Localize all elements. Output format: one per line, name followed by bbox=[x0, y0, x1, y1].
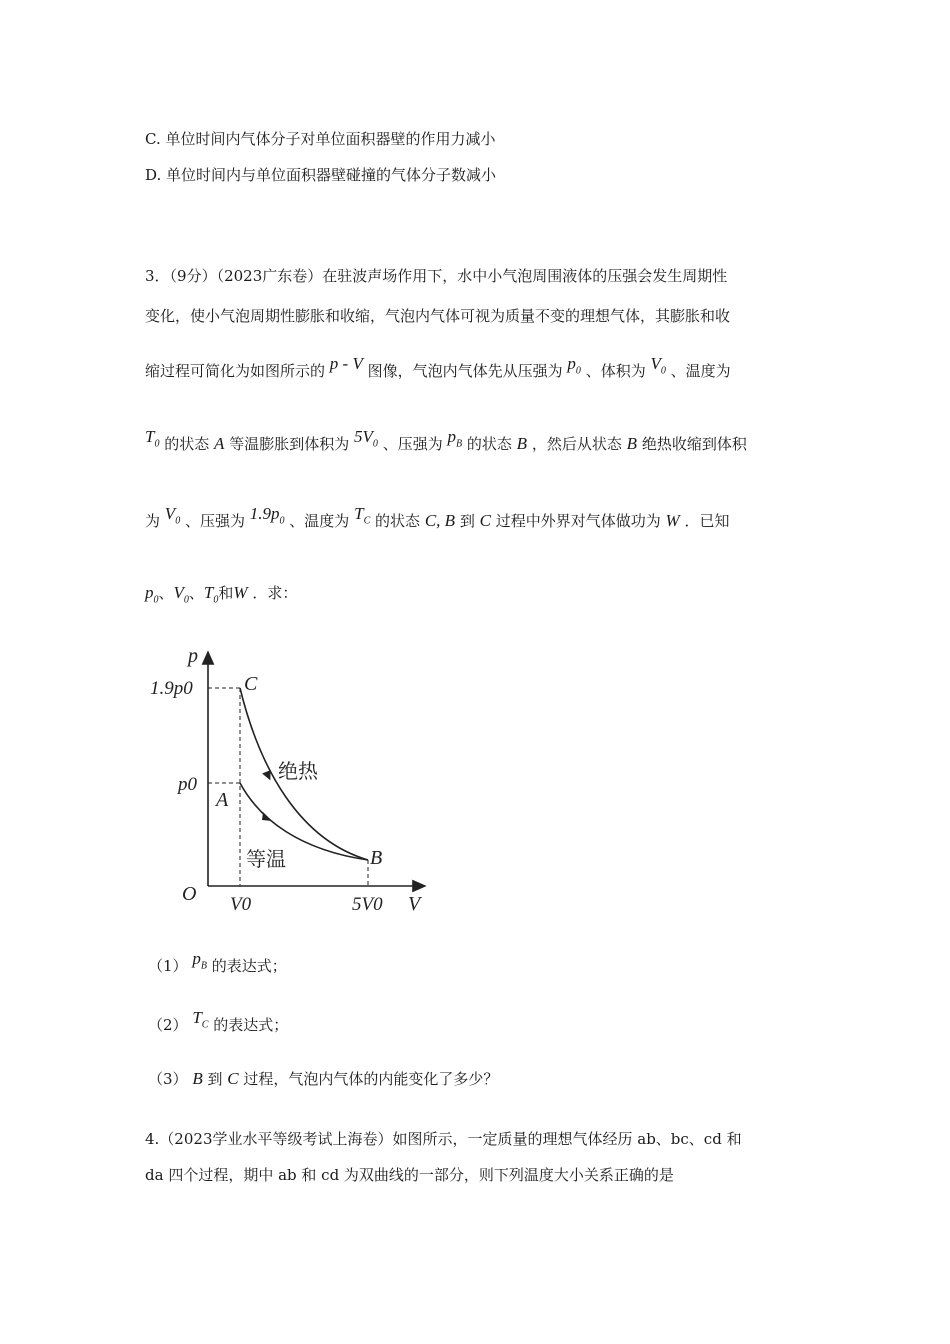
isothermal-arrow bbox=[262, 812, 272, 821]
isothermal-label: 等温 bbox=[246, 847, 286, 871]
option-d: D. 单位时间内与单位面积器壁碰撞的气体分子数减小 bbox=[145, 166, 497, 184]
point-b-label: B bbox=[370, 847, 383, 869]
q4-line-1: 4.（2023学业水平等级考试上海卷）如图所示，一定质量的理想气体经历 ab、bc、cd 和 bbox=[145, 1130, 742, 1148]
x-tick-v0: V0 bbox=[230, 894, 252, 915]
pv-graph-symbol: p - V bbox=[329, 354, 363, 373]
sub-question-1: （1） $p_B$ 的表达式； bbox=[148, 949, 287, 975]
q3-line-3: 缩过程可简化为如图所示的 p - V 图像，气泡内气体先从压强为 $p_0$ 、体积为 $V_0$ 、温度为 bbox=[145, 354, 731, 380]
option-c: C. 单位时间内气体分子对单位面积器壁的作用力减小 bbox=[145, 130, 496, 148]
q3-line-2: 变化，使小气泡周期性膨胀和收缩，气泡内气体可视为质量不变的理想气体，其膨胀和收 bbox=[145, 307, 731, 325]
y-tick-p0: p0 bbox=[178, 774, 197, 795]
sub-question-3: （3） B 到 C 过程，气泡内气体的内能变化了多少？ bbox=[148, 1069, 499, 1088]
q4-line-2: da 四个过程，期中 ab 和 cd 为双曲线的一部分，则下列温度大小关系正确的是 bbox=[145, 1166, 674, 1184]
y-tick-1.9p0: 1.9p0 bbox=[150, 678, 193, 699]
point-a-label: A bbox=[216, 789, 229, 811]
q3-line-6: $p_0$、$V_0$、$T_0$和W ．求： bbox=[145, 583, 298, 606]
adiabatic-label: 绝热 bbox=[278, 759, 318, 783]
pv-diagram bbox=[140, 640, 440, 920]
x-axis-label: V bbox=[408, 893, 421, 915]
x-tick-5v0: 5V0 bbox=[352, 894, 383, 915]
q3-line-5: 为 $V_0$ 、压强为 $1.9p_0$ 、温度为 $T_C$ 的状态 C, B 到 C 过程中外界对气体做功为 W ．已知 bbox=[145, 504, 730, 530]
q3-line-1: 3．（9分）（2023广东卷）在驻波声场作用下，水中小气泡周围液体的压强会发生周期性 bbox=[145, 267, 728, 285]
q3-line-4: $T_0$ 的状态 A 等温膨胀到体积为 $5V_0$ 、压强为 $p_B$ 的状态 B ，然后从状态 B 绝热收缩到体积 bbox=[145, 427, 747, 453]
sub-question-2: （2） $T_C$ 的表达式； bbox=[148, 1008, 289, 1034]
origin-label: O bbox=[182, 883, 197, 905]
point-c-label: C bbox=[244, 673, 258, 695]
y-axis-label: p bbox=[188, 645, 198, 667]
